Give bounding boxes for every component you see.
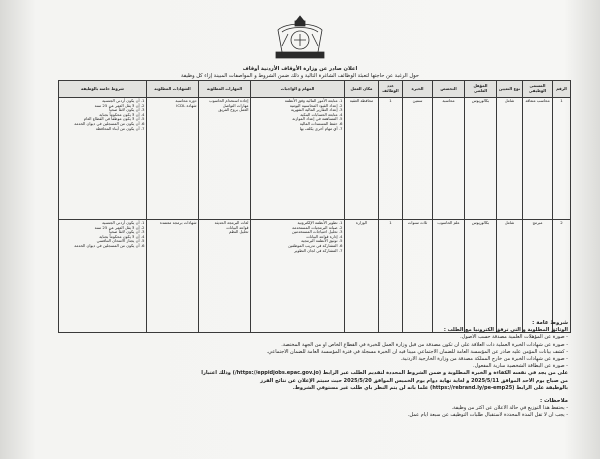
- application-instructions: [28, 370, 568, 392]
- header-certificates: الشهادات المطلوبة: [147, 81, 199, 98]
- row-duties: [251, 220, 345, 333]
- header-count: عدد الوظائف: [379, 81, 403, 98]
- row-count: 1: [379, 98, 403, 220]
- announcement-subtitle: حول الرغبة عن حاجتها لتعبئة الوظائف الشاغرة التالية و ذلك ضمن الشروط و المواصفات المبينة إزاء كل وظيفة: [180, 73, 419, 79]
- cell-line: 6. المشاركة في تدريب الموظفين: [288, 242, 343, 248]
- row-num: 2: [553, 220, 571, 333]
- terms-line: - صورة عن المؤهلات العلمية مصدقة حسب الأصول.: [460, 334, 568, 341]
- table-row: [59, 220, 571, 333]
- cell-line: 3. أن يكون لائقاً صحياً: [109, 229, 145, 235]
- row-experience: ثلاث سنوات: [403, 220, 433, 333]
- notes-list: [28, 405, 568, 419]
- cell-line: شهادة ICDL: [176, 102, 197, 108]
- cell-line: 4. أن لا يكون محكوماً بجناية: [99, 233, 145, 239]
- row-num: 1: [553, 98, 571, 220]
- header-skills: المهارات المطلوبة: [199, 81, 251, 98]
- row-skills: [199, 220, 251, 333]
- row-experience: سنتين: [403, 98, 433, 220]
- terms-line: بالوظيفة على الرابط (https://rebrand.ly/pe-emp25) علماً بأنه لن يتم النظر بأي طلب غير مستوفي الشروط.: [292, 384, 568, 391]
- cell-line: 5. المساهمة في إعداد الموازنة: [292, 116, 343, 122]
- header-title: المسمى الوظيفي: [523, 81, 553, 98]
- cell-line: مهارات التواصل: [222, 102, 249, 108]
- jobs-table: [58, 80, 571, 333]
- terms-line: - كشف بيانات المؤمن عليه صادر عن المؤسسة العامة للضمان الاجتماعي مبيناً فيه أن الخبرة مسجلة في فترة المؤسسة العامة للضمان الاجتماعي.: [266, 348, 568, 355]
- header-conditions: شروط خاصة بالوظيفة: [59, 81, 147, 98]
- cell-line: 2. أن لا يقل العمر عن 25 سنة: [94, 102, 145, 108]
- header-duties: المهام و الواجبات: [251, 81, 345, 98]
- row-location: محافظة العقبة: [345, 98, 379, 220]
- cell-line: 3. إعداد التقارير المالية الشهرية: [290, 107, 343, 113]
- row-major: محاسبة: [433, 98, 465, 220]
- cell-line: 4. إدارة قواعد البيانات: [306, 233, 343, 239]
- cell-line: لغات البرمجة الحديثة: [214, 220, 249, 225]
- row-type: شامل: [497, 220, 523, 333]
- terms-heading: شروط عامة :: [532, 320, 568, 326]
- cell-line: 1. أن يكون أردني الجنسية: [102, 220, 145, 225]
- row-count: 1: [379, 220, 403, 333]
- cell-line: 7. المشاركة في لجان التطوير: [294, 247, 343, 253]
- cell-line: تحليل النظم: [229, 229, 249, 235]
- general-terms: [28, 320, 568, 420]
- cell-line: 6. حفظ المستندات المالية: [299, 120, 343, 126]
- row-major: علم الحاسوب: [433, 220, 465, 333]
- notes-heading: ملاحظات :: [539, 398, 568, 405]
- jordan-emblem-icon: [268, 12, 332, 64]
- row-title: محاسب متعاقد: [523, 98, 553, 220]
- cell-line: 2. أن لا يقل العمر عن 25 سنة: [94, 224, 145, 230]
- cell-line: 3. تحليل احتياجات المستخدمين: [291, 229, 343, 235]
- row-type: شامل: [497, 98, 523, 220]
- row-conditions: [59, 98, 147, 220]
- terms-line: - يحتفظ هذا التوزيع في حالة الاعلان عن أكثر من وظيفة.: [451, 405, 568, 412]
- row-qualification: بكالوريوس: [465, 220, 497, 333]
- row-conditions: [59, 220, 147, 333]
- table-header-row: [59, 81, 571, 98]
- cell-line: قواعد البيانات: [226, 224, 249, 230]
- row-duties: [251, 98, 345, 220]
- cell-line: 1. متابعة الأمور المالية وفق الأنظمة: [284, 98, 343, 103]
- terms-line: - صورة عن البطاقة الشخصية سارية المفعول.: [473, 363, 568, 370]
- terms-line: - صورة عن شهادات الخبرة من خارج المملكة مصدقة من وزارة الخارجية الأردنية.: [400, 356, 568, 363]
- row-certificates: [147, 220, 199, 333]
- documents-heading: الوثائق المطلوبة و التي ترفق الكترونياً مع الطلب :: [443, 327, 568, 334]
- cell-line: 1. تطوير الأنظمة الإلكترونية: [297, 220, 343, 225]
- header-experience: الخبرة: [403, 81, 433, 98]
- cell-line: 2. صيانة البرمجيات المستخدمة: [292, 224, 343, 230]
- row-qualification: بكالوريوس: [465, 98, 497, 220]
- cell-line: 4. أن لا يكون محكوماً بجناية: [99, 111, 145, 117]
- cell-line: 6. أن يكون من المسجلين في ديوان الخدمة: [74, 120, 145, 126]
- terms-line: على من يجد في نفسه الكفاءة و الخبرة المطلوبة و ضمن الشروط المحددة لتقديم الطلب عبر الرابط (https://eppidjobs.epac.gov.jo/) وذلك اعتباراً: [201, 370, 568, 377]
- cell-line: 5. أن يجتاز الامتحان التنافسي: [96, 238, 145, 244]
- cell-line: 5. توثيق الأنظمة البرمجية: [301, 238, 343, 244]
- header-qualification: المؤهل العلمي: [465, 81, 497, 98]
- terms-line: - صورة عن شهادات الخبرة العملية ذات العلاقة على أن تكون مصدقة من قبل وزارة العمل للخبرة في القطاع الخاص أو من الجهة المختصة.: [281, 341, 568, 348]
- cell-line: 1. أن يكون أردني الجنسية: [102, 98, 145, 103]
- cell-line: 7. أن يكون من أبناء المحافظة: [95, 125, 145, 131]
- row-title: مبرمج: [523, 220, 553, 333]
- cell-line: 4. متابعة الحسابات البنكية: [300, 111, 343, 117]
- cell-line: شهادات برمجة معتمدة: [159, 220, 197, 225]
- documents-list: [28, 334, 568, 370]
- terms-line: من صباح يوم الأحد الموافق 2025/5/11 و لغاية نهاية دوام يوم الخميس الموافق 2025/5/20 حيث سيتم الإعلان عن نتائج الفرز: [260, 377, 568, 384]
- row-location: الوزارة: [345, 220, 379, 333]
- table-row: [59, 98, 571, 220]
- cell-line: 5. أن لا يكون موظفاً في القطاع العام: [83, 116, 145, 122]
- cell-line: 2. إعداد القيود المحاسبية اليومية: [289, 102, 343, 108]
- header-type: نوع التعيين: [497, 81, 523, 98]
- cell-line: دورة محاسبة: [175, 98, 197, 103]
- cell-line: إجادة استخدام الحاسوب: [209, 98, 249, 103]
- cell-line: العمل بروح الفريق: [218, 107, 249, 113]
- cell-line: 7. أي مهام أخرى يكلف بها: [299, 125, 343, 131]
- header-location: مكان العمل: [345, 81, 379, 98]
- header-num: الرقم: [553, 81, 571, 98]
- row-certificates: [147, 98, 199, 220]
- cell-line: 6. أن يكون من المسجلين في ديوان الخدمة: [74, 242, 145, 248]
- header-major: التخصص: [433, 81, 465, 98]
- announcement-title: اعلان صادر عن وزارة الأوقاف الأردنية أوقاف: [242, 66, 358, 72]
- cell-line: 3. أن يكون لائقاً صحياً: [109, 107, 145, 113]
- terms-line: - يجب أن لا تقل المدة المحددة لاستقبال طلبات التوظيف عن سبعة أيام عمل.: [407, 412, 568, 419]
- row-skills: [199, 98, 251, 220]
